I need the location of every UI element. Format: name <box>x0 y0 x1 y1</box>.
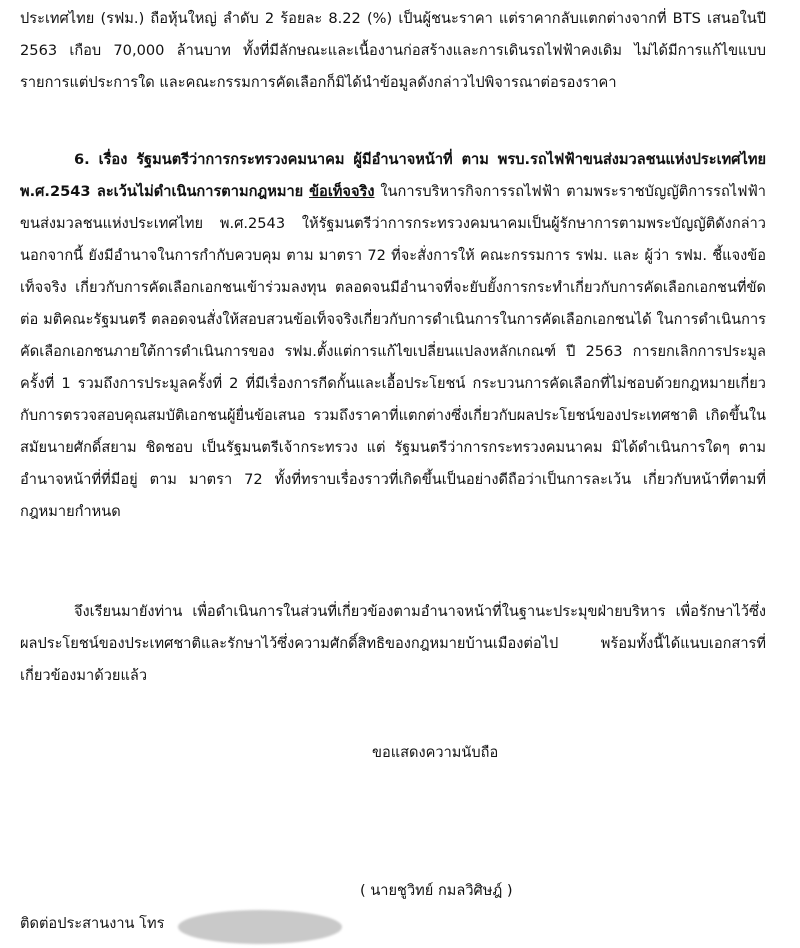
paragraph-item-6 <box>20 144 766 528</box>
signer-name: ( นายชูวิทย์ กมลวิศิษฎ์ ) <box>360 882 513 899</box>
paragraph-price-difference: ประเทศไทย (รฟม.) ถือหุ้นใหญ่ ลำดับ 2 ร้อยละ 8.22 (%) เป็นผู้ชนะราคา แต่ราคากลับแตกต่างจากที่ BTS เสนอในปี 2563 เกือบ 70,000 ล้านบาท ทั้งที่มีลักษณะและเนื้องานก่อสร้างและการเดินรถไฟฟ้าคงเดิม ไม่ได้มีการแก้ไขแบบรายการแต่ประการใด และคณะกรรมการคัดเลือกก็มิได้นำข้อมูลดังกล่าวไปพิจารณาต่อรองราคา <box>20 10 766 91</box>
item-6-body: ในการบริหารกิจการรถไฟฟ้า ตามพระราชบัญญัติการรถไฟฟ้าขนส่งมวลชนแห่งประเทศไทย พ.ศ.2543 ให้รัฐมนตรีว่าการกระทรวงคมนาคมเป็นผู้รักษาการตามพระบัญญัติดังกล่าว นอกจากนี้ ยังมีอำนาจในการกำกับควบคุม ตาม มาตรา 72 ที่จะสั่งการให้ คณะกรรมการ รฟม. และ ผู้ว่า รฟม. ชี้แจงข้อเท็จจริง เกี่ยวกับการคัดเลือกเอกชนเข้าร่วมลงทุน ตลอดจนมีอำนาจที่จะยับยั้งการกระทำเกี่ยวกับการคัดเลือกเอกชนที่ขัดต่อ มติคณะรัฐมนตรี ตลอดจนสั่งให้สอบสวนข้อเท็จจริงเกี่ยวกับการดำเนินการในการคัดเลือกเอกชนได้ ในการดำเนินการคัดเลือกเอกชนภายใต้การดำเนินการของ รฟม.ตั้งแต่การแก้ไขเปลี่ยนแปลงหลักเกณฑ์ ปี 2563 การยกเลิกการประมูลครั้งที่ 1 รวมถึงการประมูลครั้งที่ 2 ที่มีเรื่องการกีดกั้นและเอื้อประโยชน์ กระบวนการคัดเลือกที่ไม่ชอบด้วยกฎหมายเกี่ยวกับการตรวจสอบคุณสมบัติเอกชนผู้ยื่นข้อเสนอ รวมถึงราคาที่แตกต่างซึ่งเกี่ยวกับผลประโยชน์ของประเทศชาติ เกิดขึ้นในสมัยนายศักดิ์สยาม ชิดชอบ เป็นรัฐมนตรีเจ้ากระทรวง แต่ รัฐมนตรีว่าการกระทรวงคมนาคม มิได้ดำเนินการใดๆ ตามอำนาจหน้าที่ที่มีอยู่ ตาม มาตรา 72 ทั้งที่ทราบเรื่องราวที่เกิดขึ้นเป็นอย่างดีถือว่าเป็นการละเว้น เกี่ยวกับหน้าที่ตามที่กฎหมายกำหนด <box>20 183 766 520</box>
paragraph-request: จึงเรียนมายังท่าน เพื่อดำเนินการในส่วนที่เกี่ยวข้องตามอำนาจหน้าที่ในฐานะประมุขฝ่ายบริหาร เพื่อรักษาไว้ซึ่งผลประโยชน์ของประเทศชาติและรักษาไว้ซึ่งความศักดิ์สิทธิของกฎหมายบ้านเมืองต่อไป พร้อมทั้งนี้ได้แนบเอกสารที่เกี่ยวข้องมาด้วยแล้ว <box>20 603 766 684</box>
item-6-fact-label: ข้อเท็จจริง <box>309 183 375 200</box>
contact-line: ติดต่อประสานงาน โทร <box>20 915 165 932</box>
redacted-phone-blur <box>178 910 342 944</box>
closing-salutation: ขอแสดงความนับถือ <box>372 744 499 761</box>
item-6-heading: 6. เรื่อง รัฐมนตรีว่าการกระทรวงคมนาคม ผู้มีอำนาจหน้าที่ ตาม พรบ.รถไฟฟ้าขนส่งมวลชนแห่งประเทศไทย พ.ศ.2543 ละเว้นไม่ดำเนินการตามกฎหมาย <box>20 151 766 200</box>
